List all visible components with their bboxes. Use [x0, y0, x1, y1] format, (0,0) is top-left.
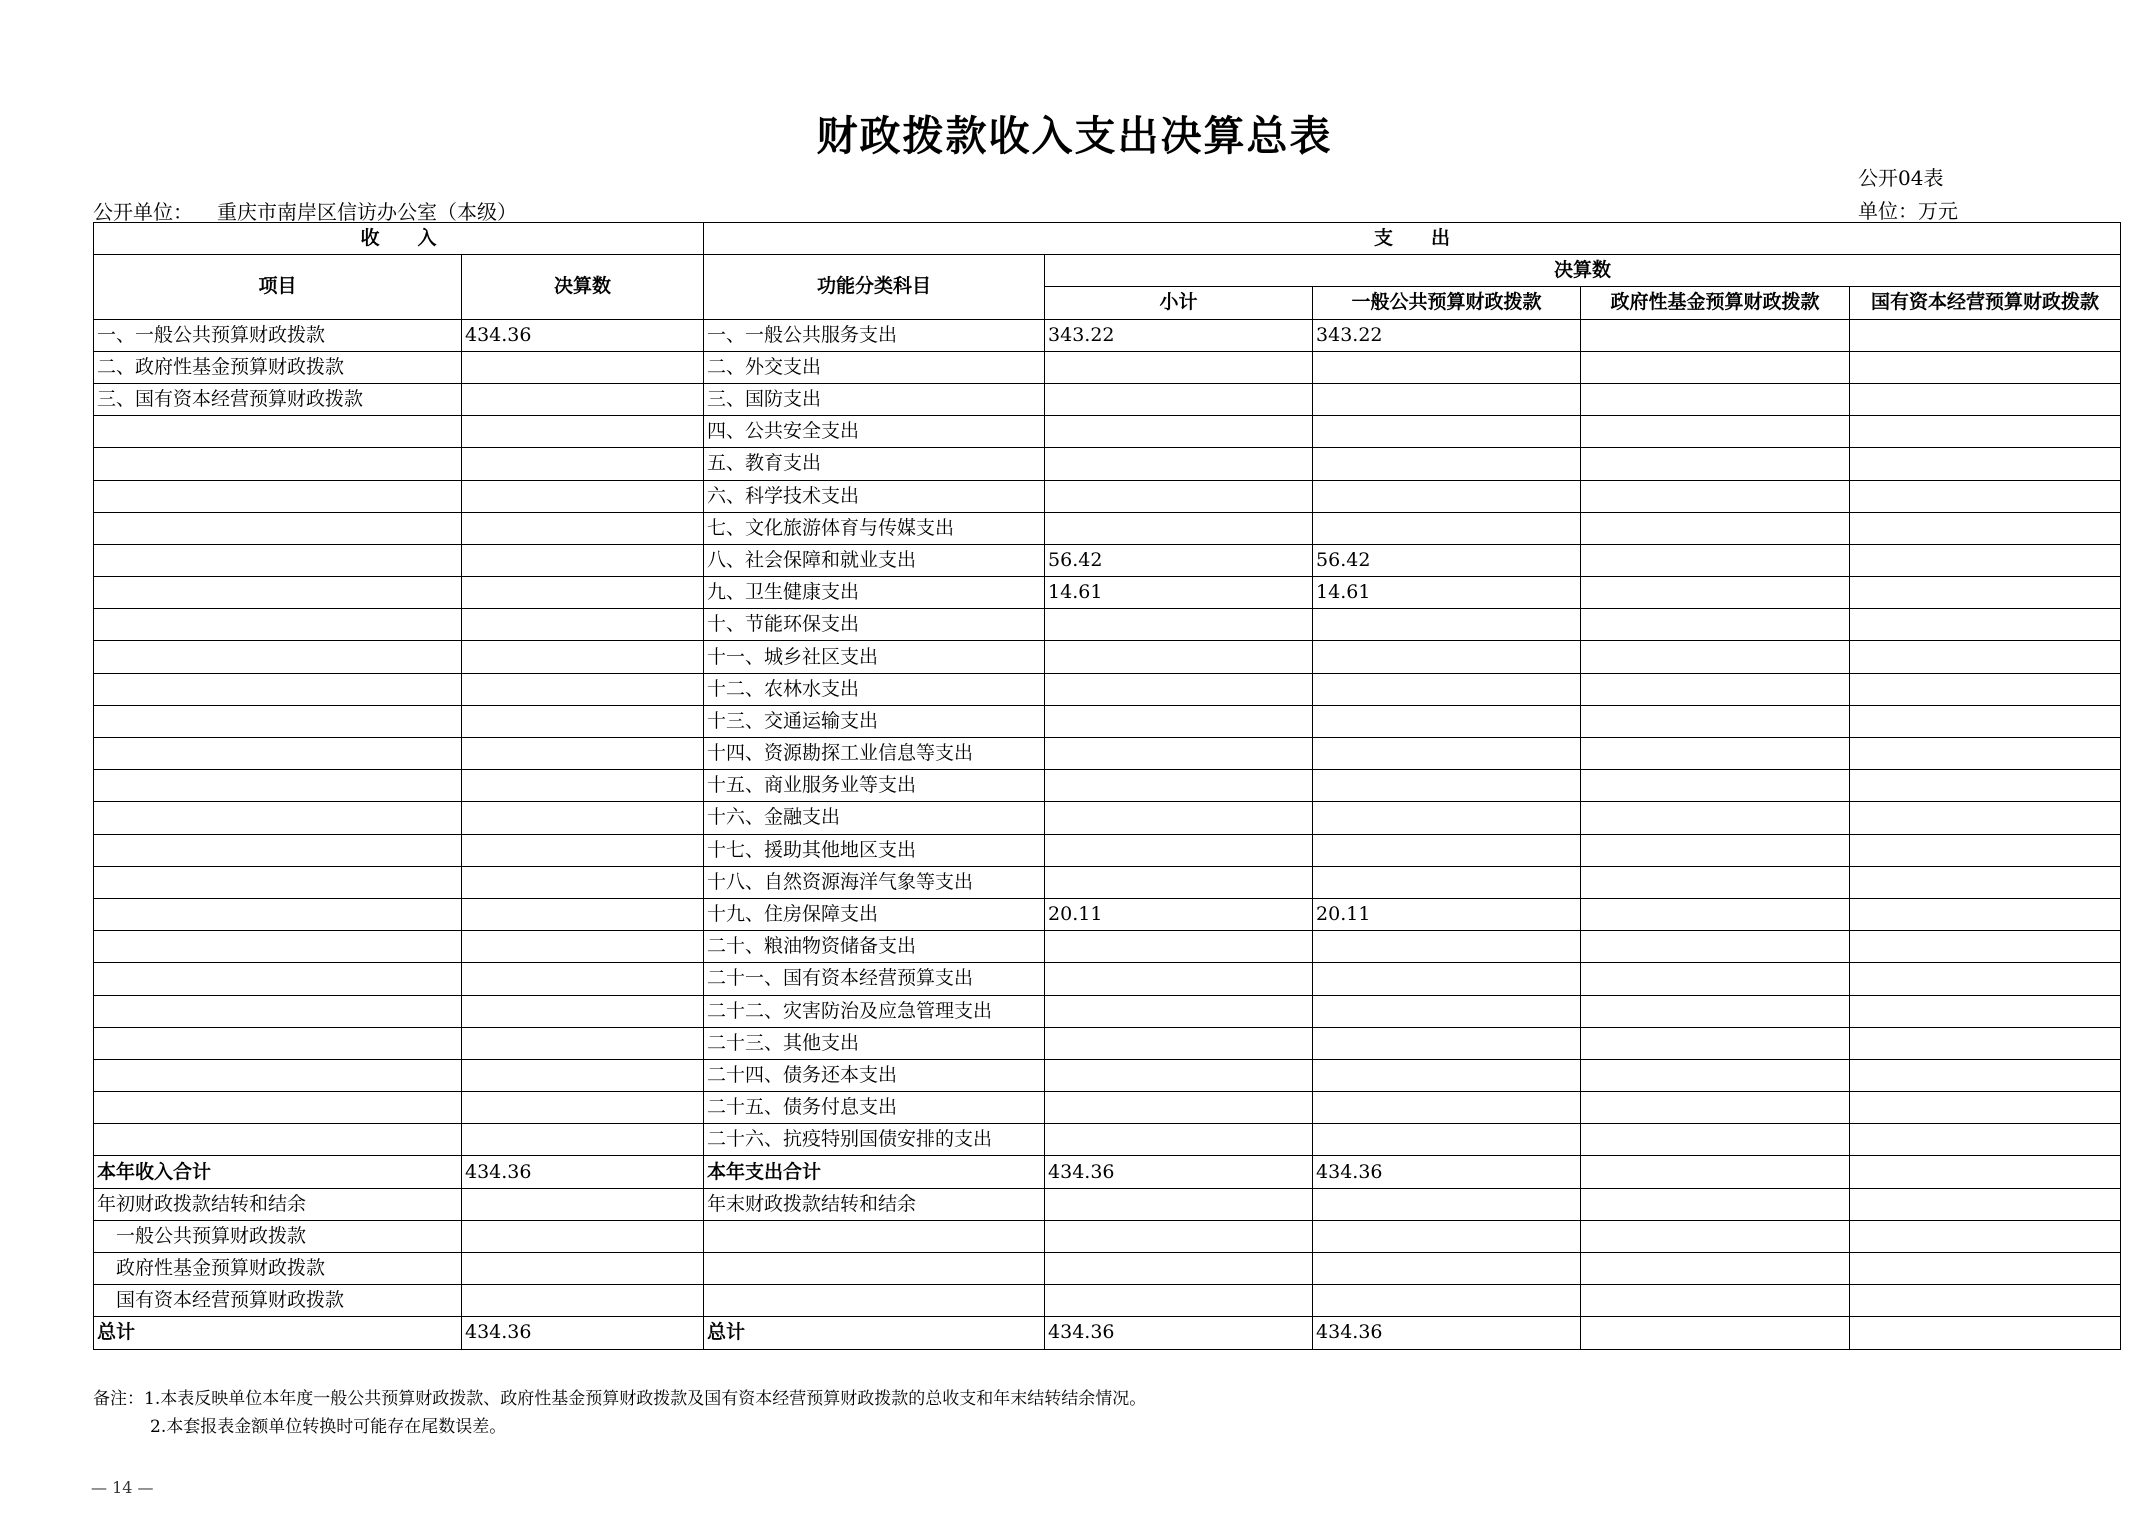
- total-row: [94, 1156, 2121, 1188]
- expense-subtotal-cell: [1045, 351, 1313, 383]
- empty-cell: [1313, 1285, 1581, 1317]
- expense-subtotal-cell: [1045, 448, 1313, 480]
- income-amount-cell: [462, 480, 704, 512]
- empty-cell: [1313, 1220, 1581, 1252]
- income-amount-cell: [462, 802, 704, 834]
- expense-header: 支 出: [704, 223, 2121, 255]
- expense-subtotal-cell: [1045, 480, 1313, 512]
- income-item-cell: 三、国有资本经营预算财政拨款: [94, 383, 462, 415]
- state-capital-header: 国有资本经营预算财政拨款: [1850, 287, 2121, 319]
- expense-fund-cell: [1581, 963, 1850, 995]
- table-row: [94, 673, 2121, 705]
- expense-capital-cell: [1850, 963, 2121, 995]
- expense-subject-cell: 六、科学技术支出: [704, 480, 1045, 512]
- expense-subject-cell: 三、国防支出: [704, 383, 1045, 415]
- carryover-capital-label: 国有资本经营预算财政拨款: [94, 1285, 462, 1317]
- expense-fund-cell: [1581, 931, 1850, 963]
- expense-capital-cell: [1850, 898, 2121, 930]
- expense-general-cell: [1313, 448, 1581, 480]
- expense-subject-cell: 九、卫生健康支出: [704, 577, 1045, 609]
- empty-cell: [1850, 1285, 2121, 1317]
- expense-capital-cell: [1850, 673, 2121, 705]
- expense-fund-cell: [1581, 448, 1850, 480]
- expense-fund-cell: [1581, 834, 1850, 866]
- report-title: 财政拨款收入支出决算总表: [816, 112, 1333, 160]
- expense-subject-cell: 二十六、抗疫特别国债安排的支出: [704, 1124, 1045, 1156]
- expense-fund-cell: [1581, 480, 1850, 512]
- expense-general-cell: [1313, 1092, 1581, 1124]
- income-amount-cell: [462, 351, 704, 383]
- income-amount-cell: [462, 963, 704, 995]
- expense-general-cell: [1313, 802, 1581, 834]
- income-amount-cell: [462, 931, 704, 963]
- expense-total-general: 434.36: [1313, 1156, 1581, 1188]
- expense-capital-cell: [1850, 1027, 2121, 1059]
- income-item-cell: [94, 866, 462, 898]
- expense-fund-cell: [1581, 673, 1850, 705]
- expense-subject-cell: 二十五、债务付息支出: [704, 1092, 1045, 1124]
- expense-capital-cell: [1850, 802, 2121, 834]
- expense-subject-cell: 一、一般公共服务支出: [704, 319, 1045, 351]
- expense-general-cell: [1313, 383, 1581, 415]
- income-item-cell: [94, 448, 462, 480]
- empty-cell: [1581, 1285, 1850, 1317]
- expense-subject-cell: 十五、商业服务业等支出: [704, 770, 1045, 802]
- expense-subject-cell: 二、外交支出: [704, 351, 1045, 383]
- expense-general-cell: [1313, 866, 1581, 898]
- table-row: [94, 1027, 2121, 1059]
- income-amount-cell: [462, 1092, 704, 1124]
- empty-cell: [1850, 1253, 2121, 1285]
- expense-general-cell: [1313, 931, 1581, 963]
- table-row: [94, 319, 2121, 351]
- expense-subject-cell: 十一、城乡社区支出: [704, 641, 1045, 673]
- income-amount-cell: [462, 1027, 704, 1059]
- expense-capital-cell: [1850, 609, 2121, 641]
- table-row: [94, 641, 2121, 673]
- carryover-fund-value: [462, 1253, 704, 1285]
- expense-general-cell: 20.11: [1313, 898, 1581, 930]
- expense-subject-cell: 十四、资源勘探工业信息等支出: [704, 738, 1045, 770]
- income-amount-cell: [462, 544, 704, 576]
- expense-subject-cell: 二十二、灾害防治及应急管理支出: [704, 995, 1045, 1027]
- expense-general-cell: [1313, 512, 1581, 544]
- expense-general-cell: [1313, 673, 1581, 705]
- end-carryover-fund: [1581, 1188, 1850, 1220]
- table-row: [94, 448, 2121, 480]
- income-item-cell: [94, 995, 462, 1027]
- expense-subject-cell: 二十三、其他支出: [704, 1027, 1045, 1059]
- amount-header: 决算数: [462, 255, 704, 319]
- expense-capital-cell: [1850, 351, 2121, 383]
- grand-expense-capital: [1850, 1317, 2121, 1349]
- expense-capital-cell: [1850, 448, 2121, 480]
- empty-cell: [704, 1285, 1045, 1317]
- expense-fund-cell: [1581, 319, 1850, 351]
- expense-fund-cell: [1581, 802, 1850, 834]
- carryover-row: [94, 1188, 2121, 1220]
- carryover-sub-row: [94, 1253, 2121, 1285]
- begin-carryover-value: [462, 1188, 704, 1220]
- note-line-1: 备注：1.本表反映单位本年度一般公共预算财政拨款、政府性基金预算财政拨款及国有资本经营预算财政拨款的总收支和年末结转结余情况。: [93, 1389, 1147, 1409]
- expense-capital-cell: [1850, 383, 2121, 415]
- income-item-cell: [94, 512, 462, 544]
- income-item-cell: [94, 834, 462, 866]
- expense-capital-cell: [1850, 416, 2121, 448]
- income-amount-cell: [462, 705, 704, 737]
- income-amount-cell: [462, 641, 704, 673]
- expense-subject-cell: 八、社会保障和就业支出: [704, 544, 1045, 576]
- expense-capital-cell: [1850, 705, 2121, 737]
- expense-subtotal-cell: [1045, 738, 1313, 770]
- table-row: [94, 963, 2121, 995]
- unit-name: 重庆市南岸区信访办公室（本级）: [217, 200, 517, 224]
- expense-fund-cell: [1581, 898, 1850, 930]
- expense-total-subtotal: 434.36: [1045, 1156, 1313, 1188]
- income-item-cell: [94, 641, 462, 673]
- grand-expense-fund: [1581, 1317, 1850, 1349]
- table-row: [94, 1092, 2121, 1124]
- expense-subtotal-cell: [1045, 383, 1313, 415]
- income-amount-cell: [462, 1124, 704, 1156]
- income-amount-cell: [462, 738, 704, 770]
- expense-subtotal-cell: [1045, 416, 1313, 448]
- expense-general-cell: 14.61: [1313, 577, 1581, 609]
- table-row: [94, 802, 2121, 834]
- income-item-cell: [94, 705, 462, 737]
- func-subject-header: 功能分类科目: [704, 255, 1045, 319]
- expense-subtotal-cell: [1045, 512, 1313, 544]
- expense-subtotal-cell: [1045, 995, 1313, 1027]
- grand-expense-subtotal: 434.36: [1045, 1317, 1313, 1349]
- empty-cell: [1045, 1285, 1313, 1317]
- expense-subtotal-cell: [1045, 1059, 1313, 1091]
- note-line-2: 2.本套报表金额单位转换时可能存在尾数误差。: [150, 1417, 507, 1437]
- table-row: [94, 1124, 2121, 1156]
- expense-subtotal-cell: [1045, 866, 1313, 898]
- expense-subtotal-cell: [1045, 1092, 1313, 1124]
- table-row: [94, 609, 2121, 641]
- expense-subject-cell: 十八、自然资源海洋气象等支出: [704, 866, 1045, 898]
- expense-capital-cell: [1850, 931, 2121, 963]
- expense-fund-cell: [1581, 1124, 1850, 1156]
- expense-subtotal-cell: [1045, 834, 1313, 866]
- unit-label: 公开单位：: [93, 200, 193, 224]
- begin-carryover-label: 年初财政拨款结转和结余: [94, 1188, 462, 1220]
- expense-subject-cell: 二十一、国有资本经营预算支出: [704, 963, 1045, 995]
- expense-fund-cell: [1581, 641, 1850, 673]
- expense-fund-cell: [1581, 383, 1850, 415]
- expense-subtotal-cell: [1045, 705, 1313, 737]
- expense-subtotal-cell: 14.61: [1045, 577, 1313, 609]
- expense-subject-cell: 十、节能环保支出: [704, 609, 1045, 641]
- income-amount-cell: [462, 609, 704, 641]
- income-item-cell: [94, 802, 462, 834]
- expense-fund-cell: [1581, 995, 1850, 1027]
- reporting-unit: [93, 196, 517, 225]
- expense-capital-cell: [1850, 1059, 2121, 1091]
- expense-capital-cell: [1850, 512, 2121, 544]
- end-carryover-label: 年末财政拨款结转和结余: [704, 1188, 1045, 1220]
- expense-fund-cell: [1581, 416, 1850, 448]
- income-item-cell: [94, 931, 462, 963]
- expense-fund-cell: [1581, 866, 1850, 898]
- expense-capital-cell: [1850, 738, 2121, 770]
- table-row: [94, 995, 2121, 1027]
- expense-capital-cell: [1850, 544, 2121, 576]
- income-item-cell: [94, 1124, 462, 1156]
- table-row: [94, 544, 2121, 576]
- income-item-cell: [94, 609, 462, 641]
- expense-general-cell: 343.22: [1313, 319, 1581, 351]
- expense-capital-cell: [1850, 1124, 2121, 1156]
- income-item-cell: [94, 1027, 462, 1059]
- expense-fund-cell: [1581, 770, 1850, 802]
- table-row: [94, 931, 2121, 963]
- expense-subject-cell: 二十四、债务还本支出: [704, 1059, 1045, 1091]
- expense-capital-cell: [1850, 641, 2121, 673]
- expense-fund-cell: [1581, 577, 1850, 609]
- expense-fund-cell: [1581, 351, 1850, 383]
- expense-capital-cell: [1850, 1092, 2121, 1124]
- expense-subject-cell: 四、公共安全支出: [704, 416, 1045, 448]
- subtotal-header: 小计: [1045, 287, 1313, 319]
- income-amount-cell: [462, 1059, 704, 1091]
- expense-general-cell: [1313, 963, 1581, 995]
- table-row: [94, 866, 2121, 898]
- form-number: 公开04表: [1858, 166, 1944, 190]
- end-carryover-subtotal: [1045, 1188, 1313, 1220]
- expense-total-fund: [1581, 1156, 1850, 1188]
- end-carryover-general: [1313, 1188, 1581, 1220]
- carryover-capital-value: [462, 1285, 704, 1317]
- income-amount-cell: [462, 512, 704, 544]
- expense-general-cell: [1313, 705, 1581, 737]
- income-amount-cell: 434.36: [462, 319, 704, 351]
- expense-subtotal-cell: [1045, 641, 1313, 673]
- gov-fund-header: 政府性基金预算财政拨款: [1581, 287, 1850, 319]
- expense-subtotal-cell: [1045, 963, 1313, 995]
- grand-expense-general: 434.36: [1313, 1317, 1581, 1349]
- table-row: [94, 351, 2121, 383]
- income-amount-cell: [462, 770, 704, 802]
- grand-expense-label: 总计: [704, 1317, 1045, 1349]
- table-row: [94, 577, 2121, 609]
- expense-fund-cell: [1581, 1059, 1850, 1091]
- table-row: [94, 416, 2121, 448]
- income-item-cell: 一、一般公共预算财政拨款: [94, 319, 462, 351]
- expense-general-cell: [1313, 351, 1581, 383]
- expense-capital-cell: [1850, 866, 2121, 898]
- expense-subtotal-cell: [1045, 673, 1313, 705]
- empty-cell: [1581, 1220, 1850, 1252]
- grand-income-value: 434.36: [462, 1317, 704, 1349]
- income-item-cell: [94, 480, 462, 512]
- income-amount-cell: [462, 448, 704, 480]
- expense-general-cell: [1313, 1059, 1581, 1091]
- expense-subtotal-cell: 343.22: [1045, 319, 1313, 351]
- grand-income-label: 总计: [94, 1317, 462, 1349]
- expense-total-capital: [1850, 1156, 2121, 1188]
- item-header: 项目: [94, 255, 462, 319]
- expense-general-cell: [1313, 416, 1581, 448]
- expense-subtotal-cell: [1045, 770, 1313, 802]
- income-amount-cell: [462, 834, 704, 866]
- table-row: [94, 898, 2121, 930]
- income-amount-cell: [462, 577, 704, 609]
- expense-fund-cell: [1581, 1092, 1850, 1124]
- expense-subtotal-cell: [1045, 609, 1313, 641]
- income-item-cell: [94, 577, 462, 609]
- table-row: [94, 480, 2121, 512]
- empty-cell: [704, 1253, 1045, 1285]
- expense-fund-cell: [1581, 1027, 1850, 1059]
- income-header: 收 入: [94, 223, 704, 255]
- income-amount-cell: [462, 383, 704, 415]
- expense-subject-cell: 二十、粮油物资储备支出: [704, 931, 1045, 963]
- income-item-cell: [94, 1059, 462, 1091]
- table-row: [94, 1059, 2121, 1091]
- income-total-value: 434.36: [462, 1156, 704, 1188]
- money-unit: 单位：万元: [1858, 199, 1958, 223]
- general-budget-header: 一般公共预算财政拨款: [1313, 287, 1581, 319]
- table-row: [94, 705, 2121, 737]
- expense-fund-cell: [1581, 738, 1850, 770]
- carryover-general-value: [462, 1220, 704, 1252]
- income-amount-cell: [462, 866, 704, 898]
- expense-general-cell: 56.42: [1313, 544, 1581, 576]
- end-carryover-capital: [1850, 1188, 2121, 1220]
- expense-general-cell: [1313, 738, 1581, 770]
- page-number: — 14 —: [91, 1478, 154, 1497]
- final-amount-header: 决算数: [1045, 255, 2121, 287]
- income-amount-cell: [462, 995, 704, 1027]
- empty-cell: [1045, 1220, 1313, 1252]
- expense-capital-cell: [1850, 995, 2121, 1027]
- empty-cell: [1581, 1253, 1850, 1285]
- expense-fund-cell: [1581, 512, 1850, 544]
- expense-general-cell: [1313, 834, 1581, 866]
- expense-subtotal-cell: 20.11: [1045, 898, 1313, 930]
- expense-subtotal-cell: [1045, 1124, 1313, 1156]
- expense-subject-cell: 十六、金融支出: [704, 802, 1045, 834]
- income-item-cell: [94, 1092, 462, 1124]
- expense-general-cell: [1313, 1027, 1581, 1059]
- expense-subject-cell: 十七、援助其他地区支出: [704, 834, 1045, 866]
- income-total-label: 本年收入合计: [94, 1156, 462, 1188]
- expense-subtotal-cell: 56.42: [1045, 544, 1313, 576]
- expense-general-cell: [1313, 641, 1581, 673]
- table-row: [94, 770, 2121, 802]
- expense-total-label: 本年支出合计: [704, 1156, 1045, 1188]
- header-row-1: [94, 223, 2121, 255]
- income-amount-cell: [462, 416, 704, 448]
- grand-total-row: [94, 1317, 2121, 1349]
- expense-capital-cell: [1850, 319, 2121, 351]
- table-row: [94, 834, 2121, 866]
- expense-general-cell: [1313, 480, 1581, 512]
- carryover-general-label: 一般公共预算财政拨款: [94, 1220, 462, 1252]
- carryover-fund-label: 政府性基金预算财政拨款: [94, 1253, 462, 1285]
- table-row: [94, 738, 2121, 770]
- carryover-sub-row: [94, 1285, 2121, 1317]
- expense-capital-cell: [1850, 834, 2121, 866]
- expense-general-cell: [1313, 995, 1581, 1027]
- income-item-cell: [94, 544, 462, 576]
- expense-subject-cell: 十九、住房保障支出: [704, 898, 1045, 930]
- expense-capital-cell: [1850, 770, 2121, 802]
- expense-subject-cell: 十二、农林水支出: [704, 673, 1045, 705]
- income-item-cell: 二、政府性基金预算财政拨款: [94, 351, 462, 383]
- expense-subtotal-cell: [1045, 931, 1313, 963]
- header-row-2: [94, 255, 2121, 287]
- expense-subject-cell: 十三、交通运输支出: [704, 705, 1045, 737]
- expense-fund-cell: [1581, 705, 1850, 737]
- income-amount-cell: [462, 898, 704, 930]
- table-row: [94, 512, 2121, 544]
- budget-table: [93, 222, 2121, 1350]
- expense-general-cell: [1313, 770, 1581, 802]
- expense-general-cell: [1313, 1124, 1581, 1156]
- expense-subtotal-cell: [1045, 802, 1313, 834]
- expense-capital-cell: [1850, 577, 2121, 609]
- empty-cell: [1850, 1220, 2121, 1252]
- expense-subtotal-cell: [1045, 1027, 1313, 1059]
- income-amount-cell: [462, 673, 704, 705]
- income-item-cell: [94, 898, 462, 930]
- expense-fund-cell: [1581, 609, 1850, 641]
- income-item-cell: [94, 673, 462, 705]
- income-item-cell: [94, 770, 462, 802]
- table-row: [94, 383, 2121, 415]
- empty-cell: [704, 1220, 1045, 1252]
- expense-general-cell: [1313, 609, 1581, 641]
- empty-cell: [1313, 1253, 1581, 1285]
- expense-subject-cell: 七、文化旅游体育与传媒支出: [704, 512, 1045, 544]
- carryover-sub-row: [94, 1220, 2121, 1252]
- income-item-cell: [94, 416, 462, 448]
- empty-cell: [1045, 1253, 1313, 1285]
- income-item-cell: [94, 963, 462, 995]
- income-item-cell: [94, 738, 462, 770]
- expense-capital-cell: [1850, 480, 2121, 512]
- expense-fund-cell: [1581, 544, 1850, 576]
- expense-subject-cell: 五、教育支出: [704, 448, 1045, 480]
